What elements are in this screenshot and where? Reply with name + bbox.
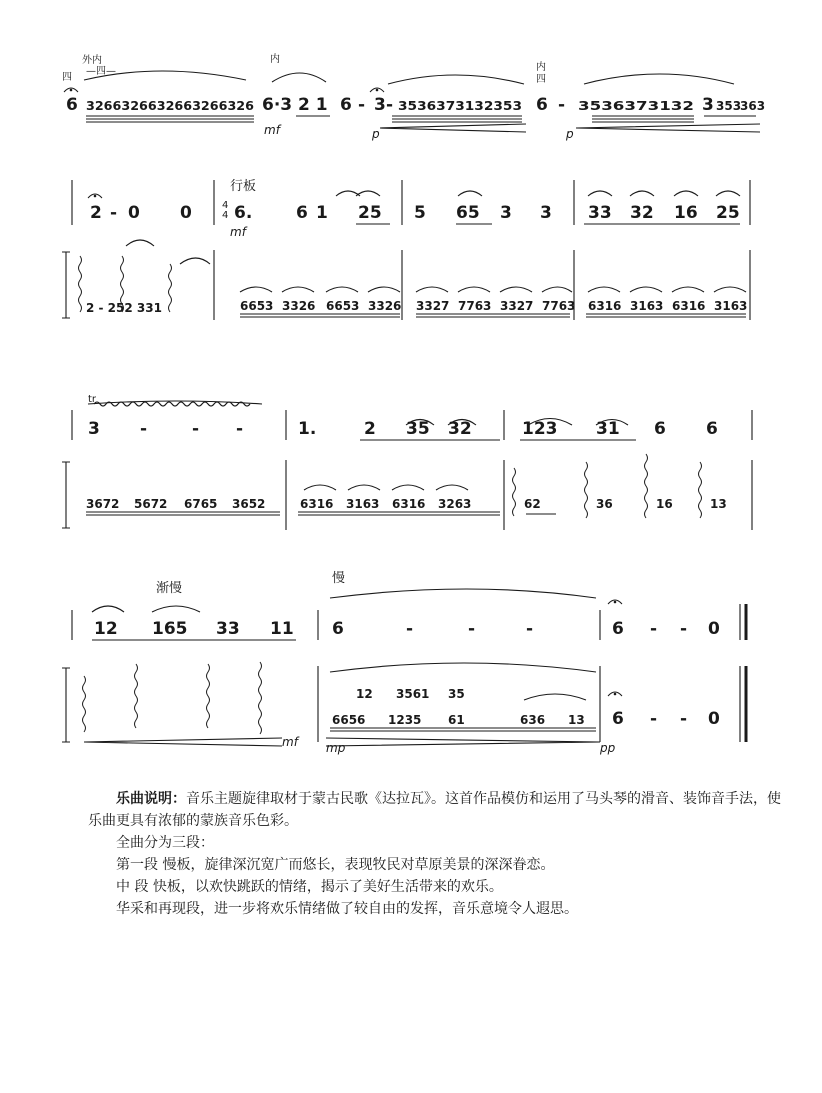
time-signature-bottom: 4 <box>222 210 229 221</box>
note-group: 3536373132353 <box>398 99 522 113</box>
dash: - <box>140 419 148 439</box>
note-group: 32 <box>630 203 654 223</box>
note-group: 7763 <box>542 299 576 313</box>
tempo-marking: 渐慢 <box>156 581 183 596</box>
dash: - <box>650 709 658 729</box>
note: 1. <box>298 419 317 439</box>
dash: - <box>110 203 118 223</box>
notes-paragraph-1: 音乐主题旋律取材于蒙古民歌《达拉瓦》。这首作品模仿和运用了马头琴的滑音、装饰音手法，使乐曲更具有浓郁的蒙族音乐色彩。 <box>88 791 781 829</box>
note-group: 62 <box>524 497 541 511</box>
rest: 0 <box>128 203 140 223</box>
dash: - <box>650 619 658 639</box>
note-group: 16 <box>674 203 698 223</box>
fingering-mid: —四— <box>86 66 116 77</box>
notes-paragraph-5: 华采和再现段，进一步将欢乐情绪做了较自由的发挥，音乐意境令人遐思。 <box>116 901 578 917</box>
note-group: 3327 <box>416 299 450 313</box>
note-group: 6653 <box>240 299 274 313</box>
note: 6 <box>340 95 352 115</box>
dynamic-mf: mf <box>230 225 246 239</box>
dynamic-p: p <box>372 127 380 141</box>
note-group: 3326 <box>282 299 316 313</box>
note-group: 7763 <box>458 299 492 313</box>
note-group: 33 <box>588 203 612 223</box>
note-group: 32 <box>448 419 472 439</box>
note-group: 3327 <box>500 299 534 313</box>
note: 3 <box>500 203 512 223</box>
note-group: 6·3 2 1 <box>262 95 328 115</box>
note-group: 13 <box>568 713 585 727</box>
note-group: 3672 <box>86 497 120 511</box>
dash: - <box>526 619 534 639</box>
tempo-marking: 行板 <box>230 179 257 194</box>
time-signature-top: 4 <box>222 200 229 211</box>
note: 6 <box>654 419 666 439</box>
note-group: 12 <box>94 619 118 639</box>
fingering-top: 外内 <box>82 55 102 66</box>
note-group: 6316 <box>672 299 706 313</box>
note: 6. <box>234 203 253 223</box>
note-group: 3536373132 <box>578 99 694 113</box>
note-group: 35 <box>406 419 430 439</box>
note: 6 <box>536 95 548 115</box>
note: 6 <box>612 709 624 729</box>
note-group: 123 <box>522 419 558 439</box>
note: 6 <box>706 419 718 439</box>
dash: - <box>358 95 366 115</box>
note-group: 25 <box>716 203 740 223</box>
note-group: 65 <box>456 203 480 223</box>
dash: - <box>558 95 566 115</box>
note: 2 <box>90 203 102 223</box>
dash: - <box>680 709 688 729</box>
note-group: 6316 <box>392 497 426 511</box>
note-group: 363 <box>740 99 766 113</box>
rest: 0 <box>708 619 720 639</box>
note: 3 <box>374 95 386 115</box>
dynamic-mf: mf <box>264 123 280 137</box>
notes-paragraph-4: 中 段 快板，以欢快跳跃的情绪，揭示了美好生活带来的欢乐。 <box>116 879 503 895</box>
note: 6 <box>332 619 344 639</box>
note-group: 3326 <box>368 299 402 313</box>
note: 2 <box>364 419 376 439</box>
note-group: 165 <box>152 619 188 639</box>
note-group: 6765 <box>184 497 218 511</box>
note-group: 3652 <box>232 497 266 511</box>
program-notes <box>88 788 788 920</box>
note: 6 <box>66 95 78 115</box>
note-group: 6653 <box>326 299 360 313</box>
note-group: 636 <box>520 713 546 727</box>
dynamic-p: p <box>566 127 574 141</box>
note-group: 12 <box>356 687 373 701</box>
note: 3 <box>540 203 552 223</box>
trill-mark: tr <box>88 394 97 405</box>
dash: - <box>236 419 244 439</box>
note-group: 11 <box>270 619 294 639</box>
note-group: 3266326632663266326 <box>86 99 254 113</box>
notes-paragraph-2: 全曲分为三段： <box>116 835 214 851</box>
dynamic-mp: mp <box>326 741 346 755</box>
dash: - <box>386 95 394 115</box>
note-group: 353 <box>716 99 742 113</box>
chord-lead: 2 - 252 331 <box>86 301 162 315</box>
mark-nei-2: 内 <box>536 62 546 73</box>
note: 5 <box>414 203 426 223</box>
note-group: 13 <box>710 497 727 511</box>
note-group: 6316 <box>588 299 622 313</box>
tempo-marking: 慢 <box>332 571 346 586</box>
dash: - <box>406 619 414 639</box>
note-group: 3263 <box>438 497 472 511</box>
mark-nei-1: 内 <box>270 54 280 65</box>
dynamic-pp: pp <box>600 741 616 755</box>
note-group: 3163 <box>630 299 664 313</box>
rest: 0 <box>180 203 192 223</box>
note: 3 <box>702 95 714 115</box>
note-group: 1235 <box>388 713 422 727</box>
note-group: 3163 <box>714 299 748 313</box>
note: 1 <box>316 203 328 223</box>
note: 6 <box>612 619 624 639</box>
notes-paragraph-3: 第一段 慢板，旋律深沉宽广而悠长，表现牧民对草原美景的深深眷恋。 <box>116 857 555 873</box>
note-group: 36 <box>596 497 613 511</box>
fingering-left: 四 <box>62 72 72 83</box>
note-group: 6656 <box>332 713 366 727</box>
note-group: 31 <box>596 419 620 439</box>
note-group: 3561 <box>396 687 430 701</box>
mark-si: 四 <box>536 74 546 85</box>
dash: - <box>680 619 688 639</box>
note-group: 16 <box>656 497 673 511</box>
dash: - <box>192 419 200 439</box>
note: 3 <box>88 419 100 439</box>
note-group: 35 <box>448 687 465 701</box>
note-group: 6316 <box>300 497 334 511</box>
note-group: 33 <box>216 619 240 639</box>
dash: - <box>468 619 476 639</box>
note: 6 <box>296 203 308 223</box>
notes-heading: 乐曲说明： <box>116 791 186 807</box>
note-group: 3163 <box>346 497 380 511</box>
note-group: 25 <box>358 203 382 223</box>
note-group: 5672 <box>134 497 168 511</box>
dynamic-mf: mf <box>282 735 298 749</box>
note-group: 61 <box>448 713 465 727</box>
rest: 0 <box>708 709 720 729</box>
